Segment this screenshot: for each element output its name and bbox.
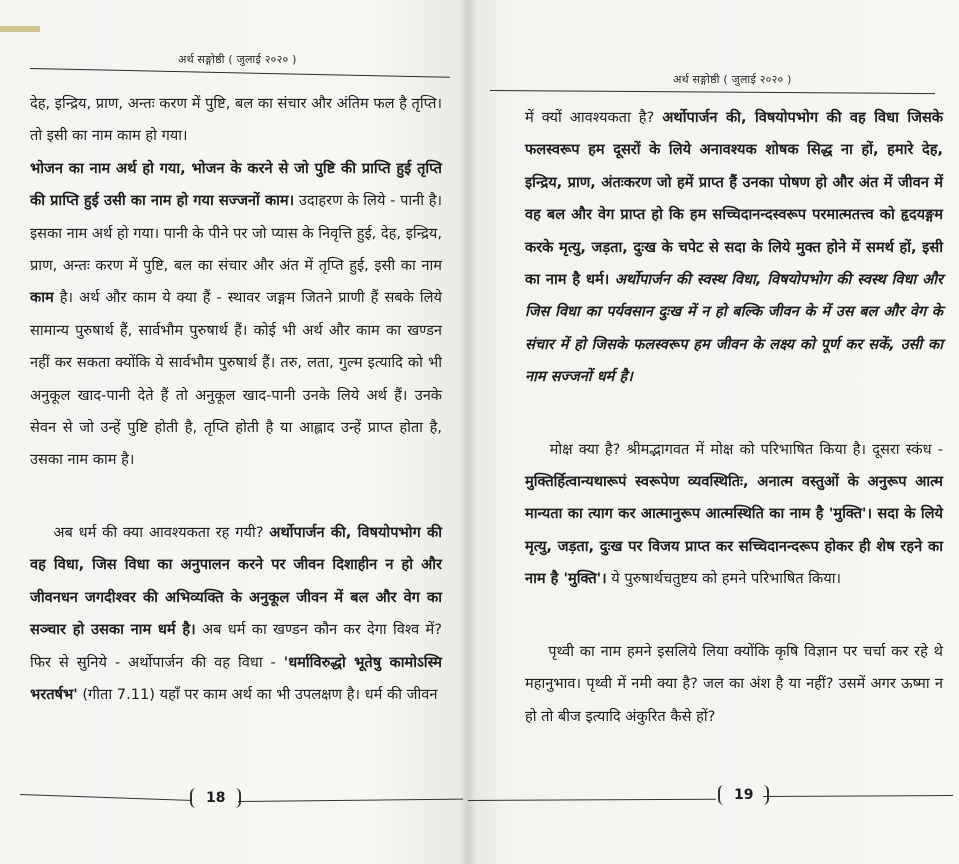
- page-number-right: 19: [718, 785, 769, 805]
- footer-rule-left-a: [20, 794, 190, 801]
- paragraph-3-tail: (गीता 7.11) यहाँ पर काम अर्थ का भी उपलक्षण है। धर्म की जीवन: [82, 685, 438, 703]
- header-rule-left: [30, 68, 450, 78]
- page-number-left: 18: [190, 788, 241, 808]
- paragraph-gap: [525, 596, 943, 636]
- paragraph-gap: [30, 477, 442, 517]
- paragraph-2-tail: है। अर्थ और काम ये क्या हैं - स्थावर जङ्गम जितने प्राणी हैं सबके लिये सामान्य पुरुषार्थ हैं, सार्वभौम पुरुषार्थ हैं। कोई भी अर्थ और काम का खण्डन नहीं कर सकता क्योंकि ये सार्वभौम पुरुषार्थ हैं। तरु, लता, गुल्म इत्यादि को भी अनुकूल खाद-पानी देते हैं तो अनुकूल खाद-पानी उनके लिये अर्थ हैं। उनके सेवन से जो उन्हें पुष्टि होती है, तृप्ति होती है या आह्लाद उन्हें प्राप्त होता है, उसका नाम काम है।: [30, 289, 443, 469]
- paragraph-2-text: उदाहरण के लिये - पानी है। इसका नाम अर्थ हो गया। पानी के पीने पर जो प्यास के निवृत्ति हुई, देह, इन्द्रिय, प्राण, अन्तः करण में पुष्टि, बल का संचार और अंत में तृप्ति हुई, इसी का नाम: [30, 192, 442, 275]
- bold-definition: अर्थोपार्जन की, विषयोपभोग की वह विधा जिसके फलस्वरूप हम दूसरों के लिये अनावश्यक शोषक सिद्ध ना हों, हमारे देह, इन्द्रिय, प्राण, अंतःकरण जो हमें प्राप्त हैं उनका पोषण हो और अंत में जीवन में वह बल और वेग प्राप्त हो कि हम सच्चिदानन्दस्वरूप परमात्मतत्त्व को हृदयङ्गम करके मृत्यु, जड़ता, दुःख के चपेट से सदा के लिये मुक्त होने में समर्थ हों, इसी का नाम है धर्म।: [525, 109, 943, 289]
- paragraph-1: देह, इन्द्रिय, प्राण, अन्तः करण में पुष्टि, बल का संचार और अंतिम फल है तृप्ति। तो इसी का नाम काम हो गया।: [30, 95, 442, 145]
- paragraph-3: [525, 636, 943, 733]
- paragraph-3-text: अब धर्म का खण्डन कौन कर देगा विश्व में? फिर से सुनिये - अर्थोपार्जन की वह विधा -: [30, 621, 442, 671]
- right-page: [468, 0, 959, 864]
- running-header-left: अर्थ सङ्गोष्ठी ( जुलाई २०२० ): [178, 53, 297, 66]
- paragraph-2: [30, 153, 442, 477]
- paragraph-3-text: पृथ्वी का नाम हमने इसलिये लिया क्योंकि कृषि विज्ञान पर चर्चा कर रहे थे महानुभाव। पृथ्वी में नमी क्या है? जल का अंश है या नहीं? उसमें अगर ऊष्मा न हो तो बीज इत्यादि अंकुरित कैसे हों?: [525, 642, 943, 725]
- footer-rule-right-b: [763, 795, 953, 797]
- bold-passage: भोजन का नाम अर्थ हो गया, भोजन के करने से जो पुष्टि की प्राप्ति हुई तृप्ति की प्राप्ति हुई उसी का नाम हो गया सज्जनों काम।: [30, 159, 442, 210]
- body-text-right: [525, 102, 943, 733]
- body-text-left: [30, 88, 442, 711]
- bold-mukti-definition: मुक्तिर्हित्वान्यथारूपं स्वरूपेण व्यवस्थितिः, अनात्म वस्तुओं के अनुरूप आत्म मान्यता का त्याग कर आत्मानुरूप आत्मस्थिति का नाम है 'मुक्ति'। सदा के लिये मृत्यु, जड़ता, दुःख पर विजय प्राप्त कर सच्चिदानन्दरूप होकर ही शेष रहने का नाम है 'मुक्ति'।: [525, 473, 943, 588]
- bold-word-kaam: काम: [30, 289, 54, 307]
- header-rule-right: [490, 90, 935, 94]
- bold-definition: अर्थोपार्जन की, विषयोपभोग की वह विधा, जिस विधा का अनुपालन करने पर जीवन दिशाहीन न हो और जीवनधन जगदीश्वर की अभिव्यक्ति के अनुकूल जीवन में बल और वेग का सञ्चार हो उसका नाम धर्म है।: [30, 523, 442, 639]
- paragraph-3: [30, 517, 442, 711]
- paragraph-1: [525, 102, 943, 394]
- page-edge-mark: [0, 26, 40, 32]
- gita-quote: 'धर्माविरुद्धो भूतेषु कामोऽस्मि भरतर्षभ': [30, 653, 442, 703]
- left-page: [0, 0, 468, 864]
- paragraph-2-tail: ये पुरुषार्थचतुष्टय को हमने परिभाषित किया।: [611, 570, 842, 588]
- running-header-right: अर्थ सङ्गोष्ठी ( जुलाई २०२० ): [673, 73, 792, 86]
- paragraph-gap: [525, 394, 943, 434]
- paragraph-2: [525, 434, 943, 596]
- book-gutter: [460, 0, 476, 864]
- paragraph-2-start: मोक्ष क्या है? श्रीमद्भागवत में मोक्ष को परिभाषित किया है। दूसरा स्कंध -: [549, 440, 943, 458]
- footer-rule-left-b: [238, 799, 463, 802]
- paragraph-3-start: अब धर्म की क्या आवश्यकता रह गयी?: [53, 523, 264, 541]
- paragraph-1-start: में क्यों आवश्यकता है?: [525, 109, 655, 126]
- bold-italic-passage: अर्थोपार्जन की स्वस्थ विधा, विषयोपभोग की स्वस्थ विधा और जिस विधा का पर्यवसान दुःख में न हो बल्कि जीवन के में उस बल और वेग के संचार में हो जिसके फलस्वरूप हम जीवन के लक्ष्य को पूर्ण कर सकें, उसी का नाम सज्जनों धर्म है।: [525, 271, 943, 386]
- footer-rule-right-a: [468, 799, 716, 801]
